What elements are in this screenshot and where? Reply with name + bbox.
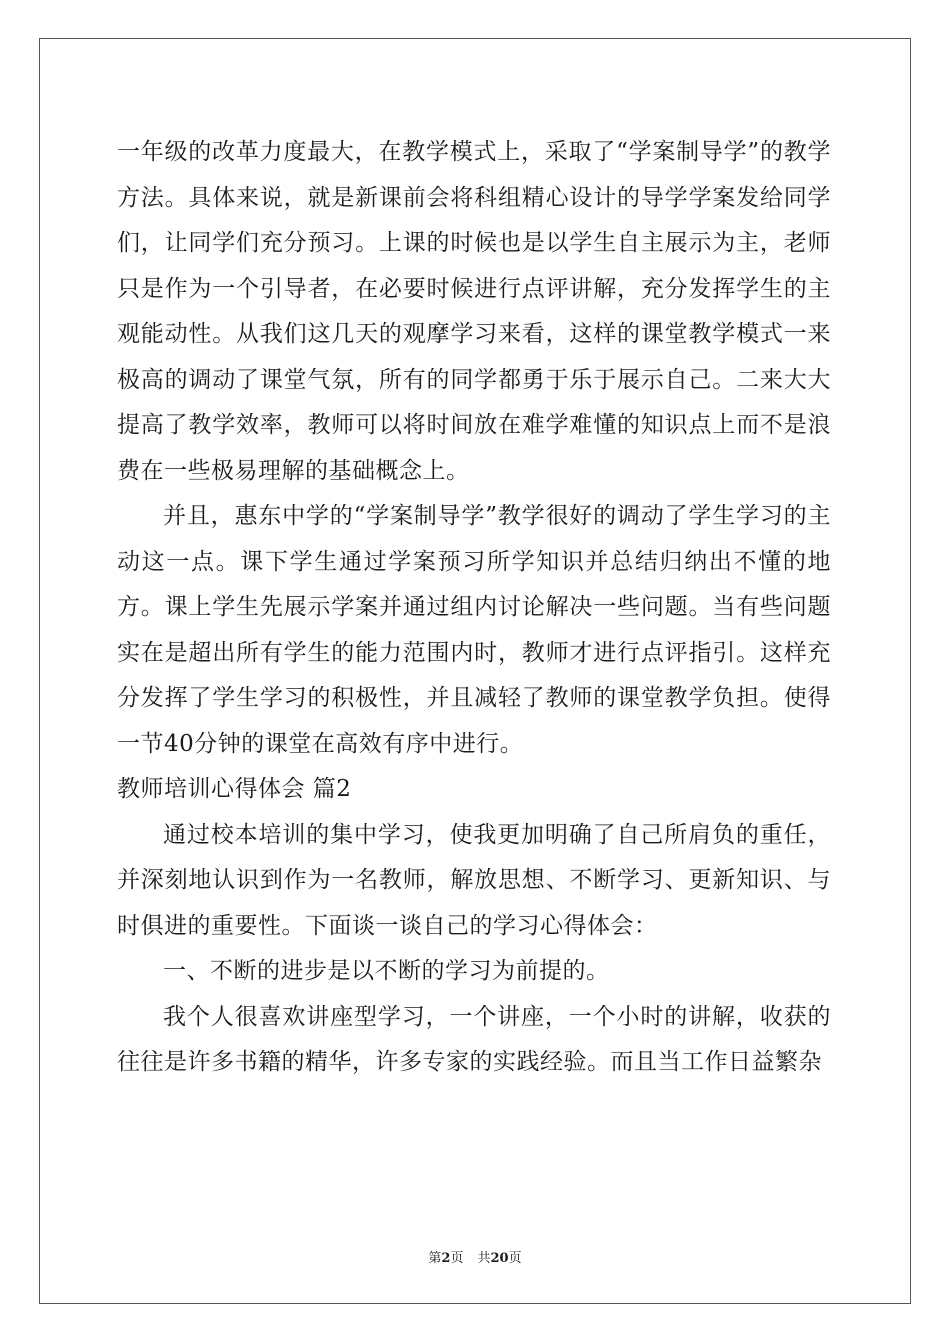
footer-current-page: 2: [441, 1251, 451, 1266]
footer-total-unit: 页: [508, 1251, 522, 1266]
document-body: [117, 130, 831, 1086]
paragraph-3: 通过校本培训的集中学习，使我更加明确了自己所肩负的重任，并深刻地认识到作为一名教师，解放思想、不断学习、更新知识、与时俱进的重要性。下面谈一谈自己的学习心得体会：: [117, 821, 831, 939]
paragraph-2: 并且，惠东中学的“学案制导学”教学很好的调动了学生学习的主动这一点。课下学生通过学案预习所学知识并总结归纳出不懂的地方。课上学生先展示学案并通过组内讨论解决一些问题。当有些问题实在是超出所有学生的能力范围内时，教师才进行点评指引。这样充分发挥了学生学习的积极性，并且减轻了教师的课堂教学负担。使得一节40分钟的课堂在高效有序中进行。: [117, 503, 831, 757]
paragraph-5: 我个人很喜欢讲座型学习，一个讲座，一个小时的讲解，收获的往往是许多书籍的精华，许多专家的实践经验。而且当工作日益繁杂: [117, 1003, 831, 1075]
section-heading: 教师培训心得体会 篇2: [117, 776, 352, 802]
paragraph-1: 一年级的改革力度最大，在教学模式上，采取了“学案制导学”的教学方法。具体来说，就是新课前会将科组精心设计的导学学案发给同学们，让同学们充分预习。上课的时候也是以学生自主展示为主，老师只是作为一个引导者，在必要时候进行点评讲解，充分发挥学生的主观能动性。从我们这几天的观摩学习来看，这样的课堂教学模式一来极高的调动了课堂气氛，所有的同学都勇于乐于展示自己。二来大大提高了教学效率，教师可以将时间放在难学难懂的知识点上而不是浪费在一些极易理解的基础概念上。: [117, 139, 831, 484]
footer-total-pages: 20: [490, 1251, 509, 1266]
page-footer: [0, 1247, 950, 1266]
footer-page-prefix: 第: [428, 1251, 442, 1266]
footer-page-unit: 页: [450, 1251, 464, 1266]
footer-total-prefix: 共: [477, 1251, 491, 1266]
paragraph-4: 一、不断的进步是以不断的学习为前提的。: [163, 958, 610, 984]
